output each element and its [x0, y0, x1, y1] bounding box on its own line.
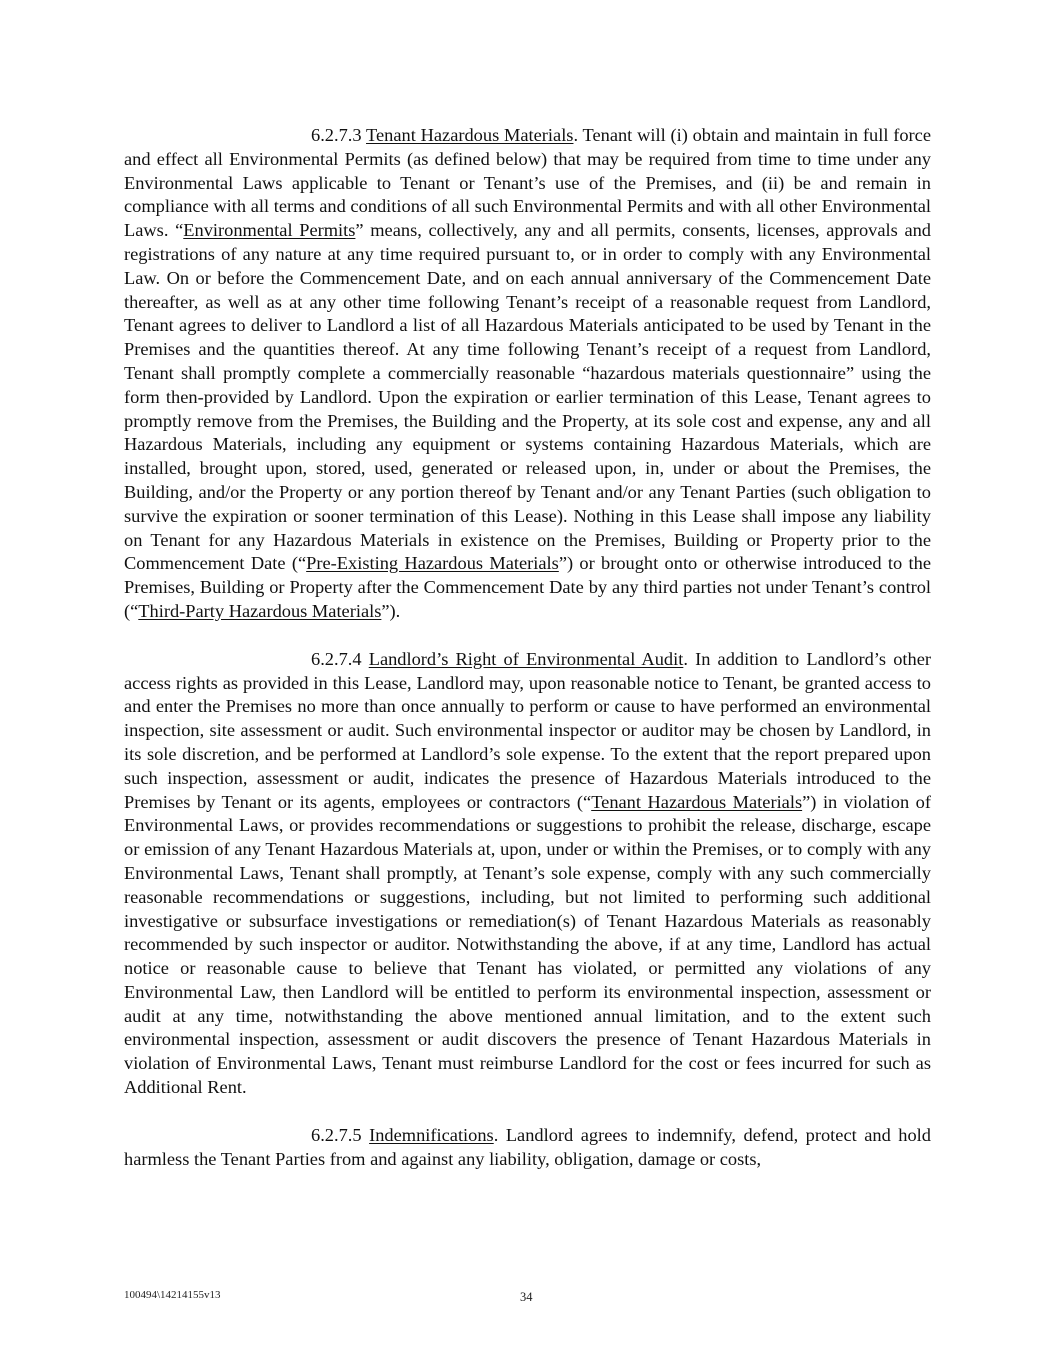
section-text: . In addition to Landlord’s other access rights as provided in this Lease, Landlord may, upon reasonable notice to Tenant, be granted access to and enter the Premises no more than once annually to perform or cause to have performed an environmental inspection, site assessment or audit. Such environmental inspector or auditor may be chosen by Landlord, in its sole discretion, and be performed at Landlord’s sole expense. To the extent that the report prepared upon such inspection, assessment or audit, indicates the presence of Hazardous Materials introduced to the Premises by Tenant or its agents, employees or contractors (“: [124, 648, 931, 812]
section-number: 6.2.7.3: [311, 125, 362, 145]
section-6-2-7-3: [124, 124, 931, 624]
section-number: 6.2.7.5: [311, 1124, 362, 1145]
section-text: ”).: [381, 600, 401, 621]
section-number: 6.2.7.4: [311, 648, 362, 669]
defined-term: Third-Party Hazardous Materials: [138, 600, 382, 621]
section-text: ”) in violation of Environmental Laws, or provides recommendations or suggestions to prohibit the release, discharge, escape or emission of any Tenant Hazardous Materials at, upon, under or within the Premises, or to comply with any Environmental Laws, Tenant shall promptly, at Tenant’s sole expense, comply with any such commercially reasonable recommendations or suggestions, including, but not limited to performing such additional investigative or subsurface investigations or remediation(s) of Tenant Hazardous Materials as reasonably recommended by such inspector or auditor. Notwithstanding the above, if at any time, Landlord has actual notice or reasonable cause to believe that Tenant has violated, or permitted any violations of any Environmental Law, then Landlord will be entitled to perform its environmental inspection, assessment or audit at any time, notwithstanding the above mentioned annual limitation, and to the extent such environmental inspection, assessment or audit discovers the presence of Tenant Hazardous Materials in violation of Environmental Laws, Tenant must reimburse Landlord for the cost or fees incurred for such as Additional Rent.: [124, 791, 931, 1098]
defined-term: Pre-Existing Hazardous Materials: [306, 553, 559, 574]
section-6-2-7-4: [124, 648, 931, 1100]
section-text: ” means, collectively, any and all permits, consents, licenses, approvals and registrations of any nature at any time required pursuant to, or in order to comply with any Environmental Law. On or before the Commencement Date, and on each annual anniversary of the Commencement Date thereafter, as well as at any other time following Tenant’s receipt of a reasonable request from Landlord, Tenant agrees to deliver to Landlord a list of all Hazardous Materials anticipated to be used by Tenant in the Premises and the quantities thereof. At any time following Tenant’s receipt of a request from Landlord, Tenant shall promptly complete a commercially reasonable “hazardous materials questionnaire” using the form then-provided by Landlord. Upon the expiration or earlier termination of this Lease, Tenant agrees to promptly remove from the Premises, the Building and the Property, at its sole cost and expense, any and all Hazardous Materials, including any equipment or systems containing Hazardous Materials, which are installed, brought upon, stored, used, generated or released upon, in, under or about the Premises, the Building, and/or the Property or any portion thereof by Tenant and/or any Tenant Parties (such obligation to survive the expiration or sooner termination of this Lease). Nothing in this Lease shall impose any liability on Tenant for any Hazardous Materials in existence on the Premises, Building or Property prior to the Commencement Date (“: [124, 220, 931, 574]
page-number: 34: [520, 1290, 533, 1304]
document-body: [124, 124, 931, 1195]
document-id: 100494\14214155v13: [124, 1289, 221, 1301]
section-text: [362, 1125, 370, 1145]
section-text: ”) or brought onto or otherwise introduced to the Premises, Building or Property after the Commencement Date by any third parties not under Tenant’s control (“: [124, 553, 932, 621]
section-6-2-7-5: [124, 1124, 931, 1172]
section-text: . Landlord agrees to indemnify, defend, protect and hold harmless the Tenant Parties from and against any liability, obligation, damage or costs,: [124, 1124, 931, 1169]
section-text: [362, 649, 369, 669]
defined-term: Indemnifications: [369, 1124, 494, 1145]
defined-term: Environmental Permits: [183, 220, 356, 241]
defined-term: Tenant Hazardous Materials: [366, 125, 574, 145]
defined-term: Landlord’s Right of Environmental Audit: [368, 648, 684, 669]
section-text: . Tenant will (i) obtain and maintain in full force and effect all Environmental Permits (as defined below) that may be required from time to time under any Environmental Laws applicable to Tenant or Tenant’s use of the Premises, and (ii) be and remain in compliance with all terms and conditions of all such Environmental Permits and with all other Environmental Laws. “: [124, 125, 932, 241]
defined-term: Tenant Hazardous Materials: [591, 791, 803, 812]
